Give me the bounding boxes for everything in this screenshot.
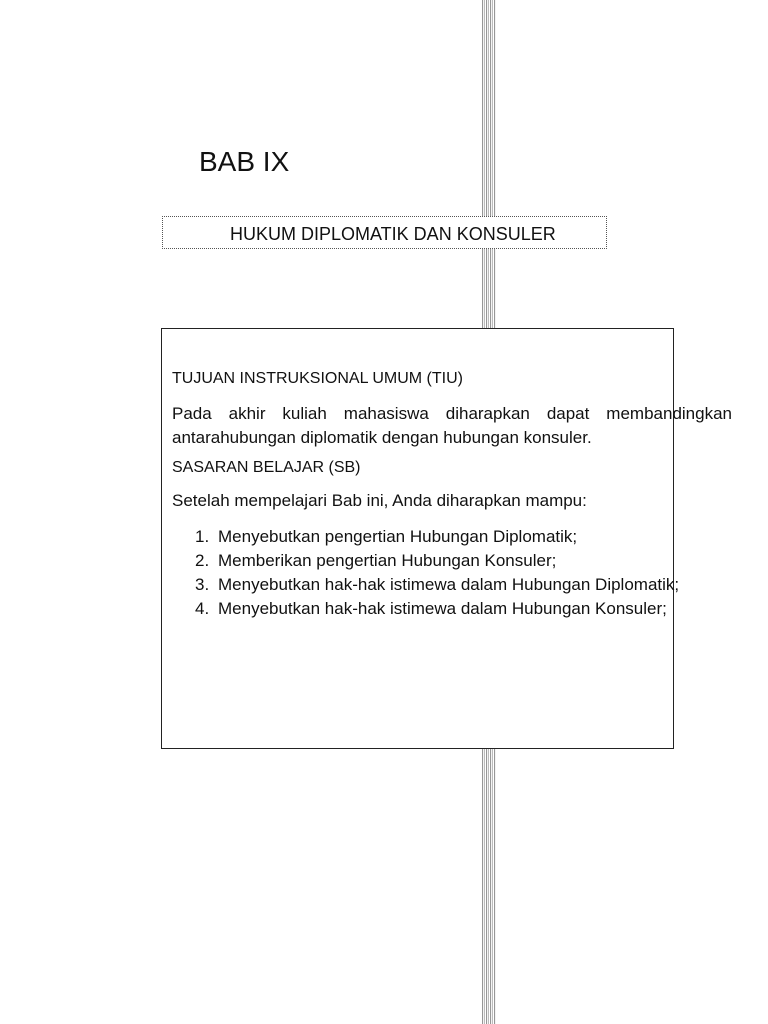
list-item-text: Memberikan pengertian Hubungan Konsuler; xyxy=(218,551,557,570)
tiu-heading: TUJUAN INSTRUKSIONAL UMUM (TIU) xyxy=(172,370,463,387)
tiu-text-line-2: antarahubungan diplomatik dengan hubungan konsuler. xyxy=(172,428,592,447)
learning-objectives-box xyxy=(161,328,732,749)
list-item-number: 3. xyxy=(195,575,210,594)
list-item-number: 4. xyxy=(195,599,210,618)
chapter-title: BAB IX xyxy=(199,146,290,177)
list-item-text: Menyebutkan hak-hak istimewa dalam Hubungan Konsuler; xyxy=(218,599,667,618)
sb-intro-text: Setelah mempelajari Bab ini, Anda diharapkan mampu: xyxy=(172,491,587,510)
list-item-number: 2. xyxy=(195,551,210,570)
list-item-text: Menyebutkan pengertian Hubungan Diplomatik; xyxy=(218,527,578,546)
list-item-text: Menyebutkan hak-hak istimewa dalam Hubungan Diplomatik; xyxy=(218,575,680,594)
tiu-text-line-1: Pada akhir kuliah mahasiswa diharapkan dapat membandingkan xyxy=(172,404,732,423)
sb-heading: SASARAN BELAJAR (SB) xyxy=(172,459,361,476)
chapter-subtitle-box xyxy=(162,216,607,249)
chapter-subtitle: HUKUM DIPLOMATIK DAN KONSULER xyxy=(230,224,556,244)
list-item-number: 1. xyxy=(195,527,210,546)
